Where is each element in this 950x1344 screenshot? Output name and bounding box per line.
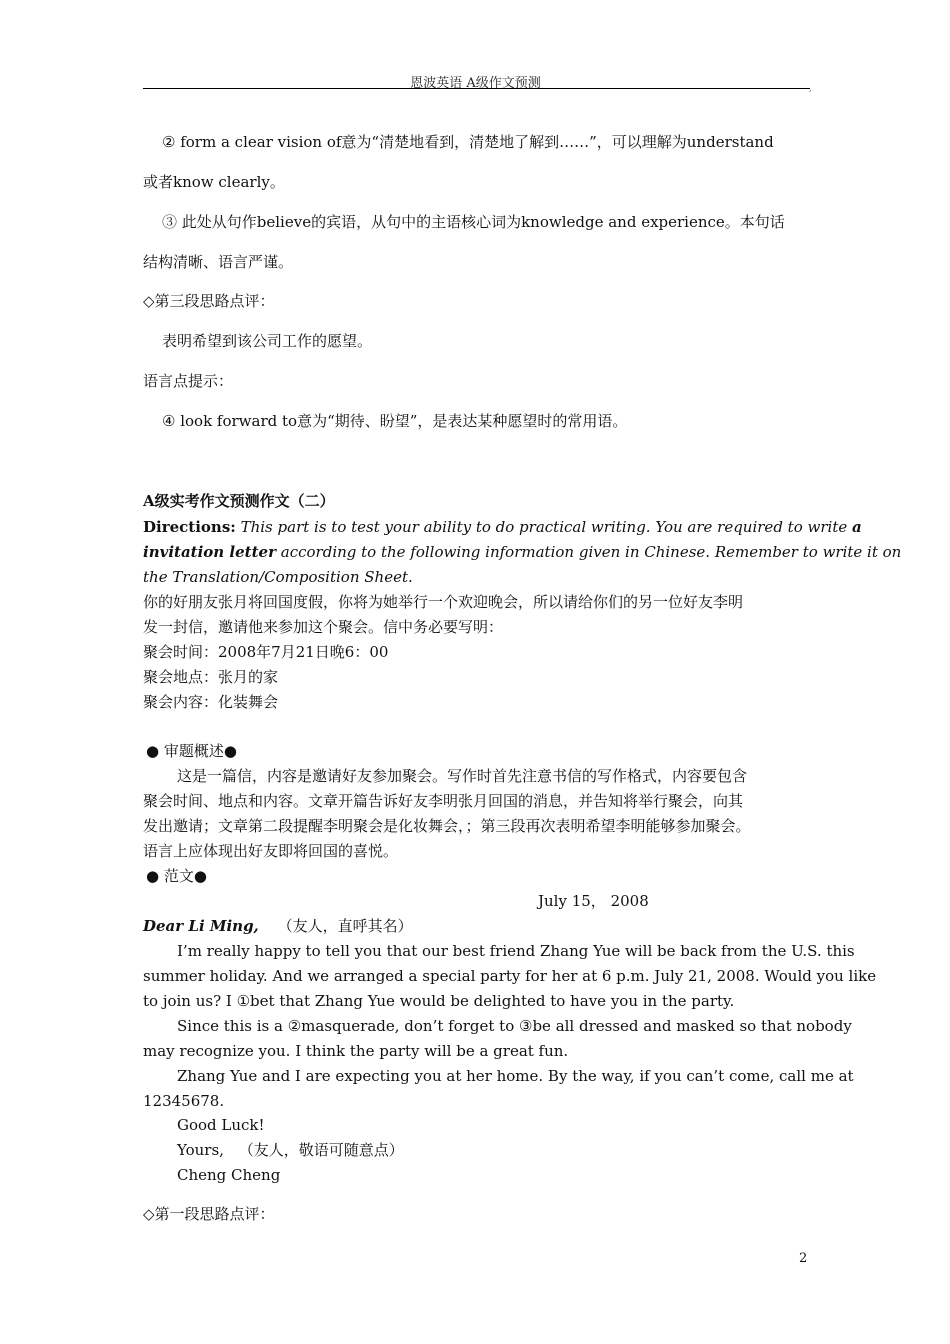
letter-salutation: Dear Li Ming, <box>143 917 259 935</box>
party-time: 聚会时间：2008年7月21日晚6：00 <box>143 643 389 661</box>
page-number: 2 <box>799 1251 808 1266</box>
para3-heading: ◇第三段思路点评： <box>143 292 275 310</box>
closing-note: （友人，敬语可随意点） <box>238 1141 404 1159</box>
task-line2: 发一封信，邀请他来参加这个聚会。信中务必要写明： <box>143 618 504 636</box>
letter-date: July 15， 2008 <box>538 892 649 910</box>
review-line2: 聚会时间、地点和内容。文章开篇告诉好友李明张月回国的消息，并告知将举行聚会，向其 <box>143 792 744 810</box>
item3-line1: ③ 此处从句作believe的宾语，从句中的主语核心词为knowledge and experience。本句话 <box>162 213 785 231</box>
review-line1: 这是一篇信，内容是邀请好友参加聚会。写作时首先注意书信的写作格式，内容要包含 <box>177 767 748 785</box>
letter-salutation-line <box>143 916 413 936</box>
directions-text1: This part is to test your ability to do practical writing. You are required to write <box>240 518 848 536</box>
sample-heading: ● 范文● <box>146 867 207 885</box>
letter-p3-line2: 12345678. <box>143 1092 225 1110</box>
party-place: 聚会地点：张月的家 <box>143 668 279 686</box>
letter-p2-line2: may recognize you. I think the party will be a great fun. <box>143 1042 569 1060</box>
review-line3: 发出邀请；文章第二段提醒李明聚会是化妆舞会，；第三段再次表明希望李明能够参加聚会。 <box>143 817 751 835</box>
party-content: 聚会内容：化装舞会 <box>143 693 279 711</box>
directions-line1 <box>143 517 862 537</box>
header-divider <box>143 88 810 89</box>
item2-line2: 或者know clearly。 <box>143 173 285 191</box>
letter-p2-line1: Since this is a ②masquerade, don’t forget to ③be all dressed and masked so that nobody <box>177 1017 852 1035</box>
letter-p1-line3: to join us? I ①bet that Zhang Yue would be delighted to have you in the party. <box>143 992 735 1010</box>
salutation-note: （友人，直呼其名） <box>277 917 413 935</box>
item3-line2: 结构清晰、语言严谨。 <box>143 253 294 271</box>
task-line1: 你的好朋友张月将回国度假，你将为她举行一个欢迎晚会，所以请给你们的另一位好友李明 <box>143 593 744 611</box>
essay-title: A级实考作文预测作文（二） <box>143 492 335 510</box>
item2-line1: ② form a clear vision of意为“清楚地看到，清楚地了解到……”，可以理解为understand <box>162 133 774 151</box>
letter-p1-line2: summer holiday. And we arranged a special party for her at 6 p.m. July 21, 2008. Would you like <box>143 967 877 985</box>
review-heading: ● 审题概述● <box>146 742 237 760</box>
review-line4: 语言上应体现出好友即将回国的喜悦。 <box>143 842 399 860</box>
para1-heading: ◇第一段思路点评： <box>143 1205 275 1223</box>
header-mark: , <box>809 84 812 93</box>
language-points-heading: 语言点提示： <box>143 372 234 390</box>
letter-closing1: Good Luck! <box>177 1116 265 1134</box>
directions-bold-a: a <box>852 518 862 536</box>
letter-closing2: Yours, <box>177 1141 224 1159</box>
directions-label: Directions: <box>143 518 236 536</box>
directions-invitation-letter: invitation letter <box>143 543 276 561</box>
para3-comment: 表明希望到该公司工作的愿望。 <box>162 332 373 350</box>
directions-line2 <box>143 542 901 562</box>
letter-p3-line1: Zhang Yue and I are expecting you at her home. By the way, if you can’t come, call me at <box>177 1067 854 1085</box>
letter-closing2-line <box>177 1140 404 1160</box>
item4: ④ look forward to意为“期待、盼望”，是表达某种愿望时的常用语。 <box>162 412 628 430</box>
letter-p1-line1: I’m really happy to tell you that our best friend Zhang Yue will be back from the U.S. this <box>177 942 855 960</box>
letter-signature: Cheng Cheng <box>177 1166 281 1184</box>
directions-line3: the Translation/Composition Sheet. <box>143 568 413 586</box>
page-header: 恩波英语 A级作文预测 <box>410 76 541 91</box>
directions-text2: according to the following information given in Chinese. Remember to write it on <box>280 543 902 561</box>
